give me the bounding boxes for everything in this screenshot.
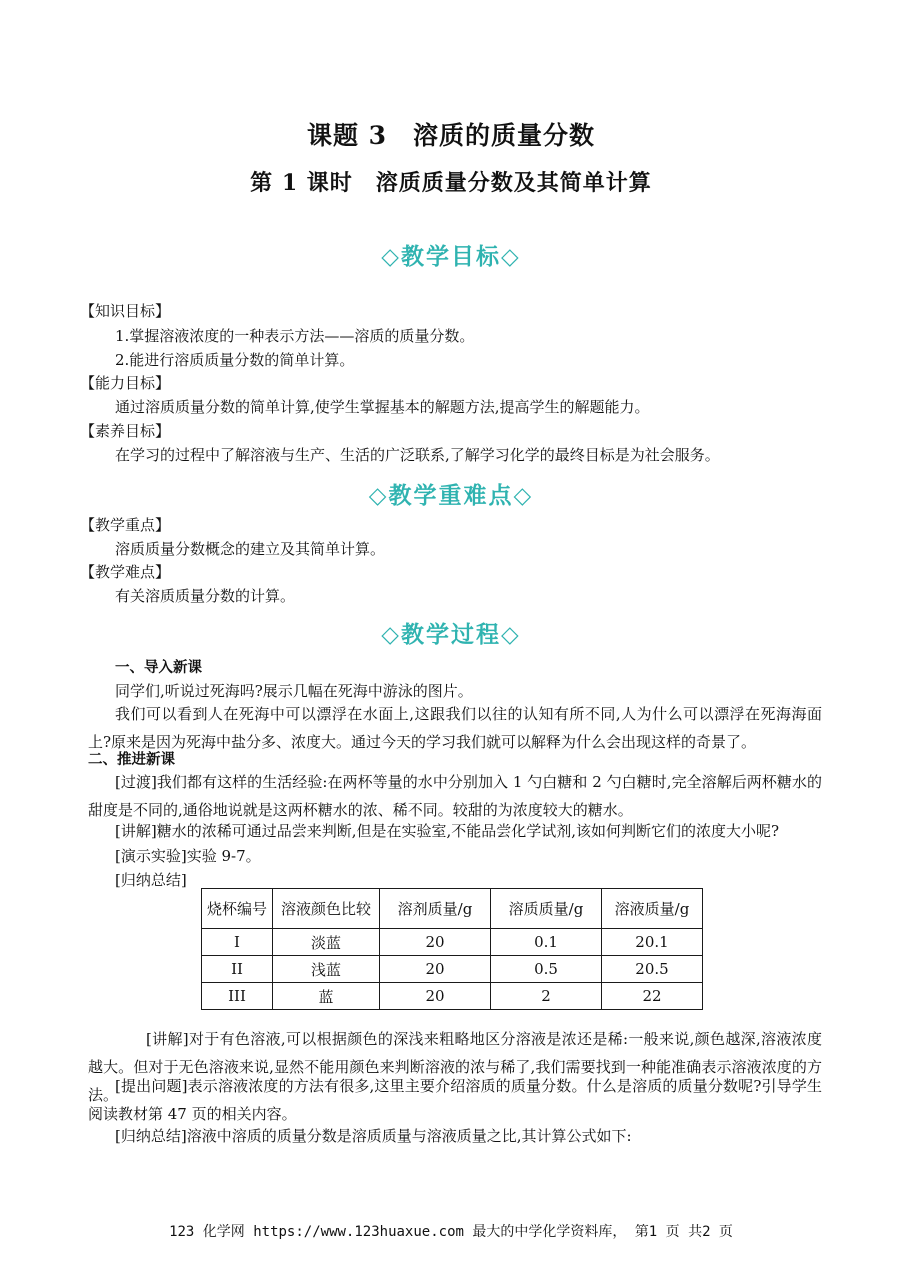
knowledge-item-2: 2.能进行溶质质量分数的简单计算。 — [115, 351, 355, 369]
section-heading-key-points: ◇教学重难点◇ — [368, 482, 534, 509]
summary-paragraph: [归纳总结]溶液中溶质的质量分数是溶质质量与溶液质量之比,其计算公式如下: — [115, 1127, 632, 1145]
knowledge-item-1: 1.掌握溶液浓度的一种表示方法——溶质的质量分数。 — [115, 327, 475, 345]
cell-solution: 22 — [602, 983, 703, 1010]
section-heading-process: ◇教学过程◇ — [381, 621, 521, 648]
explain-paragraph-2: [讲解]对于有色溶液,可以根据颜色的深浅来粗略地区分溶液是浓还是稀:一般来说,颜色越深,溶液浓度越大。但对于无色溶液来说,显然不能用颜色来判断溶液的浓与稀了,我们需要找到一种能准确表示溶液浓度的方法。 — [88, 1030, 822, 1104]
cell-color: 蓝 — [273, 983, 380, 1010]
header-solution-mass: 溶液质量/g — [602, 889, 703, 929]
cell-beaker: II — [202, 956, 273, 983]
cell-color: 淡蓝 — [273, 929, 380, 956]
knowledge-objectives-tag: 【知识目标】 — [80, 302, 171, 320]
cell-solution: 20.5 — [602, 956, 703, 983]
cell-solvent: 20 — [380, 929, 491, 956]
intro-heading: 一、导入新课 — [115, 660, 202, 676]
lesson-title: 课题 3 溶质的质量分数 — [306, 121, 596, 150]
cell-solute: 2 — [491, 983, 602, 1010]
demo-experiment-line: [演示实验]实验 9-7。 — [115, 847, 261, 865]
page-footer: 123 化学网 https://www.123huaxue.com 最大的中学化学资料库， 第1 页 共2 页 — [169, 1224, 733, 1240]
table-row — [202, 983, 703, 1010]
cell-beaker: III — [202, 983, 273, 1010]
header-solute-mass: 溶质质量/g — [491, 889, 602, 929]
literacy-objectives-tag: 【素养目标】 — [80, 422, 171, 440]
cell-solvent: 20 — [380, 983, 491, 1010]
lesson-subtitle: 第 1 课时 溶质质量分数及其简单计算 — [250, 170, 652, 196]
table-header-row — [202, 889, 703, 929]
cell-beaker: I — [202, 929, 273, 956]
header-solvent-mass: 溶剂质量/g — [380, 889, 491, 929]
header-color: 溶液颜色比较 — [273, 889, 380, 929]
intro-paragraph-2: 我们可以看到人在死海中可以漂浮在水面上,这跟我们以往的认知有所不同,人为什么可以漂浮在死海海面上?原来是因为死海中盐分多、浓度大。通过今天的学习我们就可以解释为什么会出现这样的奇景了。 — [88, 705, 822, 751]
question-paragraph: [提出问题]表示溶液浓度的方法有很多,这里主要介绍溶质的质量分数。什么是溶质的质量分数呢?引导学生阅读教材第 47 页的相关内容。 — [88, 1077, 822, 1123]
transition-paragraph: [过渡]我们都有这样的生活经验:在两杯等量的水中分别加入 1 勺白糖和 2 勺白糖时,完全溶解后两杯糖水的甜度是不同的,通俗地说就是这两杯糖水的浓、稀不同。较甜的为浓度较大的糖水。 — [88, 773, 822, 819]
cell-solution: 20.1 — [602, 929, 703, 956]
cell-solvent: 20 — [380, 956, 491, 983]
cell-color: 浅蓝 — [273, 956, 380, 983]
intro-paragraph-1: 同学们,听说过死海吗?展示几幅在死海中游泳的图片。 — [115, 682, 473, 700]
section-heading-objectives: ◇教学目标◇ — [381, 243, 521, 270]
teaching-focus-text: 溶质质量分数概念的建立及其简单计算。 — [115, 540, 386, 558]
cell-solute: 0.1 — [491, 929, 602, 956]
summary-label: [归纳总结] — [115, 871, 187, 889]
table-row — [202, 956, 703, 983]
literacy-objectives-text: 在学习的过程中了解溶液与生产、生活的广泛联系,了解学习化学的最终目标是为社会服务。 — [115, 446, 720, 464]
teaching-focus-tag: 【教学重点】 — [80, 516, 171, 534]
explain-paragraph-1: [讲解]糖水的浓稀可通过品尝来判断,但是在实验室,不能品尝化学试剂,该如何判断它们的浓度大小呢? — [115, 822, 780, 840]
header-beaker-no: 烧杯编号 — [202, 889, 273, 929]
cell-solute: 0.5 — [491, 956, 602, 983]
table-row — [202, 929, 703, 956]
new-lesson-heading: 二、推进新课 — [88, 752, 175, 768]
experiment-table — [201, 888, 703, 1010]
teaching-difficulty-text: 有关溶质质量分数的计算。 — [115, 587, 296, 605]
teaching-difficulty-tag: 【教学难点】 — [80, 563, 171, 581]
ability-objectives-text: 通过溶质质量分数的简单计算,使学生掌握基本的解题方法,提高学生的解题能力。 — [115, 398, 650, 416]
ability-objectives-tag: 【能力目标】 — [80, 374, 171, 392]
